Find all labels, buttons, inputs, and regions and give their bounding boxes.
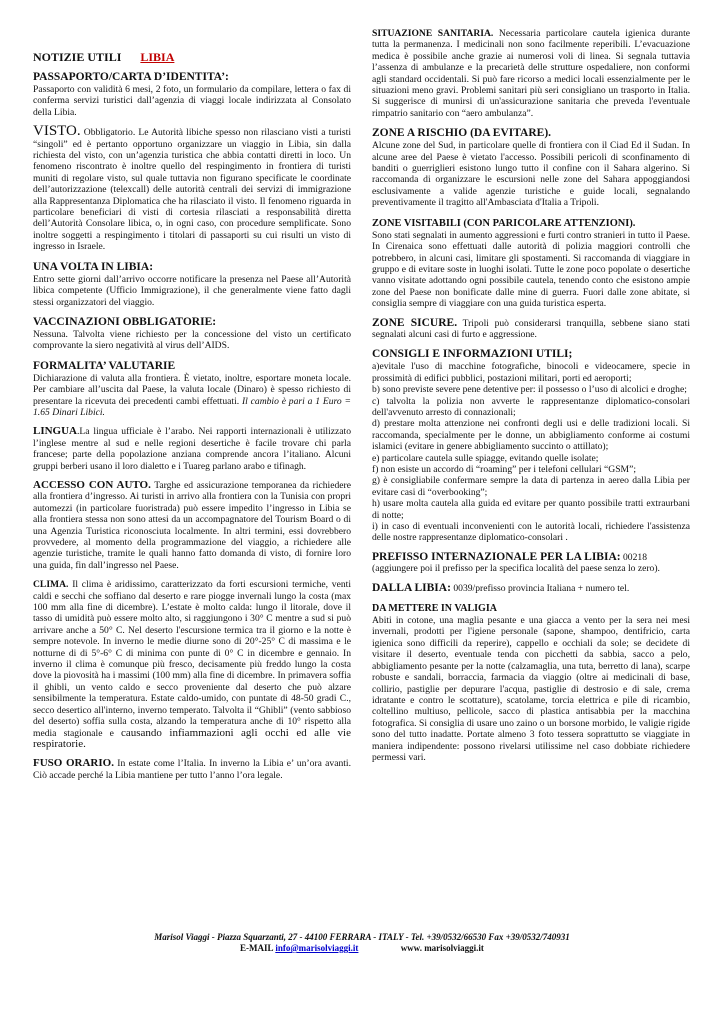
heading-una-volta: UNA VOLTA IN LIBIA:: [33, 260, 154, 273]
exchange-rate-note: Il cambio è pari a 1 Euro = 1.65 Dinari Libici.: [33, 395, 351, 418]
section-dalla-libia: [372, 583, 690, 594]
section-prefisso: [372, 552, 690, 575]
heading-situazione: SITUAZIONE SANITARIA.: [372, 28, 494, 39]
text-zone-rischio: Alcune zone del Sud, in particolare quelle di frontiera con il Ciad Ed il Sudan. In alcune aree del Paese è vietato l'accesso. Possibili pericoli di sconfinamento di banditi o guerriglieri esistono lungo tutto il confine con il Sahara algerino. Si raccomanda di organizzare le escursioni nelle zone del Sahara appoggiandosi esclusivamente a valide agenzie turistiche e guide locali, segnalando preventivamente il tragitto all'Ambasciata d'Italia a Tripoli.: [372, 140, 690, 209]
heading-zone-visitabili: ZONE VISITABILI (CON PARICOLARE ATTENZIONI).: [372, 217, 636, 229]
heading-consigli: CONSIGLI E INFORMAZIONI UTILI;: [372, 348, 573, 361]
left-column: [33, 28, 351, 781]
section-zone-visitabili: [372, 217, 690, 310]
section-passaporto: [33, 71, 351, 118]
heading-dalla-libia: DALLA LIBIA:: [372, 581, 451, 594]
list-item: f) non esiste un accordo di “roaming” per i telefoni cellulari “GSM”;: [372, 464, 637, 475]
text-una-volta: Entro sette giorni dall’arrivo occorre notificare la presenza nel Paese all’Autorità libica competente (Ufficio Immigrazione), il che generalmente viene fatto dagli stessi organizzatori del viaggio.: [33, 273, 351, 308]
section-una-volta: [33, 261, 351, 308]
list-item: e) particolare cautela sulle spiagge, evitando quelle isolate;: [372, 452, 599, 464]
page-header: [33, 50, 351, 65]
section-formalita: [33, 360, 351, 419]
list-item: c) talvolta la polizia non avverte le rappresentanze diplomatico-consolari dell'avvenuto arresto di connazionali;: [372, 395, 690, 418]
text-clima-big: causando infiammazioni agli occhi ed alle vie respiratorie.: [33, 726, 351, 750]
section-vaccinazioni: [33, 316, 351, 352]
heading-clima: CLIMA.: [33, 579, 69, 591]
section-consigli: [372, 348, 690, 544]
prefisso-value: 00218: [623, 551, 647, 563]
heading-valigia: DA METTERE IN VALIGIA: [372, 603, 497, 615]
text-accesso: Targhe ed assicurazione temporanea da richiedere alla frontiera d’ingresso. Ai turisti in arrivo alla frontiera con la Tunisia con propri automezzi (in particolare fuoristrada) può essere impedito l’ingresso in Libia se alla frontiera stessa non sono attesi da un accompagnatore del Tourism Board o di una Agenzia Turistica riconosciuta localmente. In altri termini, essi dovrebbero provvedere, al momento della programmazione del viaggio, a richiedere alle agenzie turistiche, tramite le quali hanno fatto domanda di visto, di fornire loro una guida, fin dall’ingresso nel Paese.: [33, 479, 351, 571]
list-item: d) prestare molta attenzione nei confronti degli usi e delle tradizioni locali. Si raccomanda, specialmente per le donne, un abbigliamento conforme ai costumi islamici (evitare in genere abbigliamento succinto o attillato);: [372, 418, 690, 453]
email-label: E-MAIL: [240, 943, 274, 953]
heading-visto: VISTO.: [33, 123, 81, 140]
text-valigia: Abiti in cotone, una maglia pesante e una giacca a vento per la sera nei mesi invernali, prodotti per l'igiene personale (sapone, shampoo, dentifricio, carta igienica sono difficili da reperire), cappello e occhiali da sole; se decidete di visitare il deserto, eventuale tenda con picchetti da sabbia, sacco a pelo, abbigliamento pesante per la notte (calzamaglia, una tuta, berretto di lana), scarpe robuste e sandali, borraccia, farmacia da viaggio (oltre ai medicinali di base, collirio, pastiglie per depurare l'acqua, pastiglie di destrosio e di sale, crema idratante e contro le scottature), scatolame, torcia elettrica e pile di ricambio, coltellino multiuso, pellicole, sacco di plastica antisabbia per la macchina fotografica. Si consiglia di usare uno zaino o un borsone morbido, le valigie rigide sono del tutto inadatte. Portate almeno 3 foto tessera soprattutto se viaggiate in maniera indipendente: possono rivelarsi utilissime nel caso dobbiate richiedere permessi vari.: [372, 615, 690, 763]
heading-accesso: ACCESSO CON AUTO.: [33, 478, 151, 491]
heading-zone-sicure: ZONE SICURE.: [372, 316, 458, 329]
heading-fuso: FUSO ORARIO.: [33, 757, 114, 770]
heading-formalita: FORMALITA’ VALUTARIE: [33, 359, 176, 372]
text-zone-sicure: Tripoli può considerarsi tranquilla, sebbene siano stati segnalati alcuni casi di furto e aggressione.: [372, 317, 690, 340]
section-accesso: [33, 480, 351, 571]
text-dalla-libia: 0039/prefisso provincia Italiana + numero tel.: [453, 582, 630, 594]
email-link[interactable]: info@marisolviaggi.it: [275, 943, 359, 953]
footer-address: Marisol Viaggi - Piazza Squarzanti, 27 - 44100 FERRARA - ITALY - Tel. +39/0532/66530 Fax +39/0532/740931: [154, 932, 570, 942]
heading-prefisso: PREFISSO INTERNAZIONALE PER LA LIBIA:: [372, 550, 621, 563]
text-visto: Obbligatorio. Le Autorità libiche spesso non rilasciano visti a turisti “singoli” ed è pertanto opportuno organizzare un viaggio in Libia, sin dalla richiesta del visto, con un’agenzia turistica che abbia contatti diretti in loco. Un fenomeno riscontrato è inoltre quello del respingimento in frontiera di turisti muniti di regolare visto, sul quale tuttavia non figurano specificate le coordinate dell’autorizzazione (telexcall) delle autorità centrali dei servizi di immigrazione alla Rappresentanza Diplomatica che ha rilasciato il visto. Il fenomeno riguarda in particolare beneficiari di visti di cortesia rilasciati a responsabilità diretta dell’Autorità Consolare libica, o, in ogni caso, con procedure semplificate. Sono inoltre soggetti a respingimento i titolari di passaporti su cui risulti un visto di ingresso in Israele.: [33, 127, 351, 253]
list-item: i) in caso di eventuali inconvenienti con le autorità locali, richiedere l'assistenza delle nostre rappresentanze diplomatico-consolari .: [372, 521, 690, 544]
country-link[interactable]: LIBIA: [140, 50, 175, 64]
text-formalita: Dichiarazione di valuta alla frontiera. È vietato, inoltre, esportare moneta locale. Per cambiare all’uscita dal Paese, la valuta locale (Dinaro) è spesso richiesto di presentare la ricevuta dei precedenti cambi effettuati.: [33, 372, 351, 407]
section-zone-rischio: [372, 127, 690, 208]
heading-zone-rischio: ZONE A RISCHIO (DA EVITARE).: [372, 127, 552, 140]
list-item: g) è consigliabile confermare sempre la data di partenza in aereo dalla Libia per evitare casi di “overbooking”;: [372, 475, 690, 498]
section-visto: [33, 123, 351, 253]
list-item: b) sono previste severe pene detentive per: il possesso o l’uso di alcolici e droghe;: [372, 384, 687, 396]
heading-passaporto: PASSAPORTO/CARTA D’IDENTITA’:: [33, 71, 229, 83]
text-situazione: Necessaria particolare cautela igienica durante tutta la permanenza. I medicinali non sono facilmente reperibili. L’evacuazione medica è possibile anche grazie ai numerosi voli di linea. Si segnala tuttavia l’assenza di ambulanze e la precarietà delle strutture ospedaliere, non conformi agli standard occidentali. Si può fare ricorso a medici locali essenzialmente per le situazioni meno gravi. Problemi sanitari più seri consigliano un trasporto in Italia. Si suggerisce di munirsi di un'assicurazione sanitaria che preveda l'eventuale rimpatrio sanitario con “aero ambulanza”.: [372, 28, 690, 119]
list-item: h) usare molta cautela alla guida ed evitare per quanto possibile tratti extraurbani di notte;: [372, 498, 690, 521]
section-valigia: [372, 602, 690, 763]
text-prefisso: (aggiungere poi il prefisso per la specifica località del paese senza lo zero).: [372, 563, 660, 575]
text-lingua: .La lingua ufficiale è l’arabo. Nei rapporti internazionali è utilizzato l’inglese mentre al sud e nelle regioni desertiche è facile trovare chi parla francese; parte della popolazione anziana comprende ancora l’italiano. Alcuni gruppi berberi usano il loro dialetto e i Tuareg parlano arabo e tifinagh.: [33, 426, 351, 472]
text-clima: Il clima è aridissimo, caratterizzato da forti escursioni termiche, venti caldi e secchi che soffiano dal deserto e rare piogge invernali lungo la costa (max 100 mm alla fine di dicembre). L’estate è molto calda: lungo il litorale, dove il tasso di umidità può essere molto alto, si raggiungono i 30° C mentre a sud si può arrivare anche a 50° C. Nel deserto l'escursione termica tra il giorno e la notte è sempre notevole. In inverno le medie diurne sono di 20°-25° C di massima e le notturne di di 5°-6° C di minima con punte di 0° C in dicembre e gennaio. In inverno il clima è comunque più fresco, decisamente più freddo lungo la costa dove la piovosità ha i massimi (100 mm) alla fine di dicembre. In primavera soffia il ghibli, un vento caldo e secco proveniente dal deserto che può alzare sensibilmente la temperatura. Estate caldo-umido, con puntate di 48-50 gradi C., secco desertico all'interno, inverno temperato. Talvolta il “Ghibli” (vento sabbioso del deserto) soffia sulla costa, alzando la temperatura anche di 10° rispetto alla media stagionale e: [33, 579, 351, 739]
section-lingua: [33, 426, 351, 472]
text-zone-visitabili: Sono stati segnalati in aumento aggressioni e furti contro stranieri in tutto il Paese. In Cirenaica sono effettuati dalle autorità di polizia maggiori controlli che potrebbero, in alcuni casi, limitare gli spostamenti. Si raccomanda di viaggiare in gruppo e di evitare soste in luoghi isolati. Tutte le zone poco popolate o desertiche vanno visitate adottando ogni possibile cautela, tenendo conto che esistono ampie zone del Paese non bonificate dalle mine di guerra. Fuori dalle zone abitate, si consiglia sempre di viaggiare con una guida turistica esperta.: [372, 229, 690, 310]
text-vaccinazioni: Nessuna. Talvolta viene richiesto per la concessione del visto un certificato comprovante la siero negatività al virus dell’AIDS.: [33, 328, 351, 352]
website-link[interactable]: www. marisolviaggi.it: [400, 943, 484, 953]
text-fuso: In estate come l’Italia. In inverno la Libia e’ un’ora avanti. Ciò accade perché la Libia mantiene per tutto l’anno l’ora legale.: [33, 758, 351, 781]
page-title: NOTIZIE UTILI: [33, 50, 122, 64]
section-fuso: [33, 758, 351, 781]
heading-lingua: LINGUA: [33, 425, 78, 438]
section-clima: [33, 579, 351, 750]
list-item: a)evitale l'uso di macchine fotografiche, binocoli e videocamere, specie in prossimità di edifici pubblici, postazioni militari, porti ed aeroporti;: [372, 361, 690, 384]
text-passaporto: Passaporto con validità 6 mesi, 2 foto, un formulario da compilare, lettera o fax di conferma servizi turistici dall’agenzia di viaggi locale indirizzata al Consolato della Libia.: [33, 84, 351, 118]
footer-contacts: [0, 943, 724, 954]
footer: [0, 932, 724, 954]
section-zone-sicure: [372, 318, 690, 341]
section-situazione: [372, 28, 690, 119]
right-column: [372, 28, 690, 763]
heading-vaccinazioni: VACCINAZIONI OBBLIGATORIE:: [33, 315, 217, 328]
